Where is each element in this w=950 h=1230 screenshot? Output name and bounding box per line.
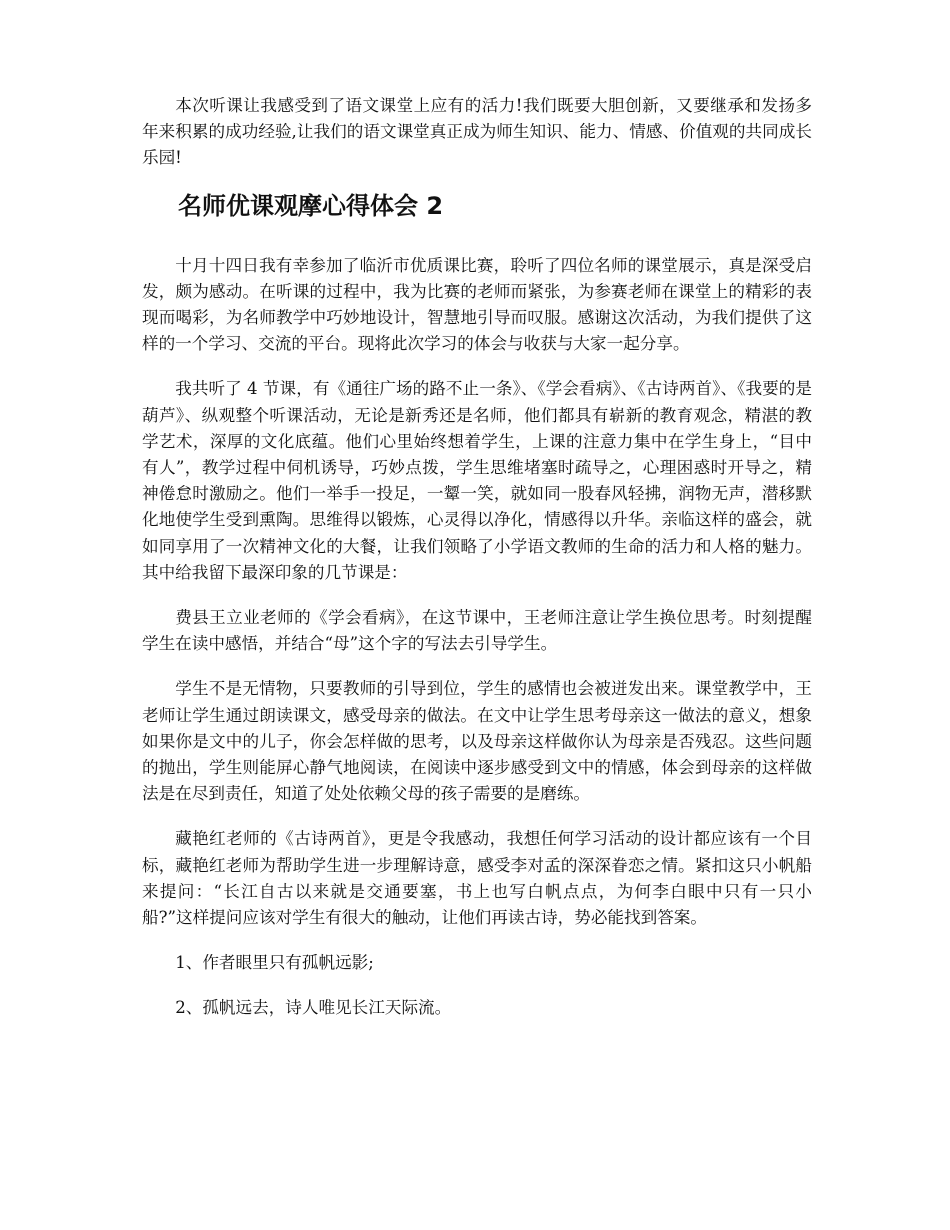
list-item: 1、作者眼里只有孤帆远影; [175, 953, 374, 973]
section-heading: 名师优课观摩心得体会 2 [178, 191, 444, 220]
list-item: 2、孤帆远去，诗人唯见长江天际流。 [175, 998, 452, 1018]
body-paragraph: 我共听了 4 节课，有《通往广场的路不止一条》、《学会看病》、《古诗两首》、《我要的是葫芦》、纵观整个听课活动，无论是新秀还是名师，他们都具有崭新的教育观念，精湛的教学艺术，深厚的文化底蕴。他们心里始终想着学生，上课的注意力集中在学生身上，“目中有人”，教学过程中伺机诱导，巧妙点拨，学生思维堵塞时疏导之，心理困惑时开导之，精神倦怠时激励之。他们一举手一投足，一颦一笑，就如同一股春风轻拂，润物无声，潜移默化地使学生受到熏陶。思维得以锻炼，心灵得以净化，情感得以升华。亲临这样的盛会，就如同享用了一次精神文化的大餐，让我们领略了小学语文教师的生命的活力和人格的魅力。其中给我留下最深印象的几节课是： [142, 379, 812, 582]
body-paragraph: 十月十四日我有幸参加了临沂市优质课比赛，聆听了四位名师的课堂展示，真是深受启发，颇为感动。在听课的过程中，我为比赛的老师而紧张，为参赛老师在课堂上的精彩的表现而喝彩，为名师教学中巧妙地设计，智慧地引导而叹服。感谢这次活动，为我们提供了这样的一个学习、交流的平台。现将此次学习的体会与收获与大家一起分享。 [142, 255, 812, 354]
document-page [142, 93, 812, 1041]
body-paragraph: 费县王立业老师的《学会看病》，在这节课中，王老师注意让学生换位思考。时刻提醒学生在读中感悟，并结合“母”这个字的写法去引导学生。 [142, 608, 812, 654]
body-paragraph: 藏艳红老师的《古诗两首》，更是令我感动，我想任何学习活动的设计都应该有一个目标，藏艳红老师为帮助学生进一步理解诗意，感受李对孟的深深眷恋之情。紧扣这只小帆船来提问：“长江自古以来就是交通要塞，书上也写白帆点点，为何李白眼中只有一只小船?”这样提问应该对学生有很大的触动，让他们再读古诗，势必能找到答案。 [142, 829, 812, 928]
body-paragraph: 学生不是无情物，只要教师的引导到位，学生的感情也会被迸发出来。课堂教学中，王老师让学生通过朗读课文，感受母亲的做法。在文中让学生思考母亲这一做法的意义，想象如果你是文中的儿子，你会怎样做的思考，以及母亲这样做你认为母亲是否残忍。这些问题的抛出，学生则能屏心静气地阅读，在阅读中逐步感受到文中的情感，体会到母亲的这样做法是在尽到责任，知道了处处依赖父母的孩子需要的是磨练。 [142, 679, 812, 804]
intro-paragraph: 本次听课让我感受到了语文课堂上应有的活力!我们既要大胆创新，又要继承和发扬多年来积累的成功经验,让我们的语文课堂真正成为师生知识、能力、情感、价值观的共同成长乐园! [142, 96, 812, 168]
